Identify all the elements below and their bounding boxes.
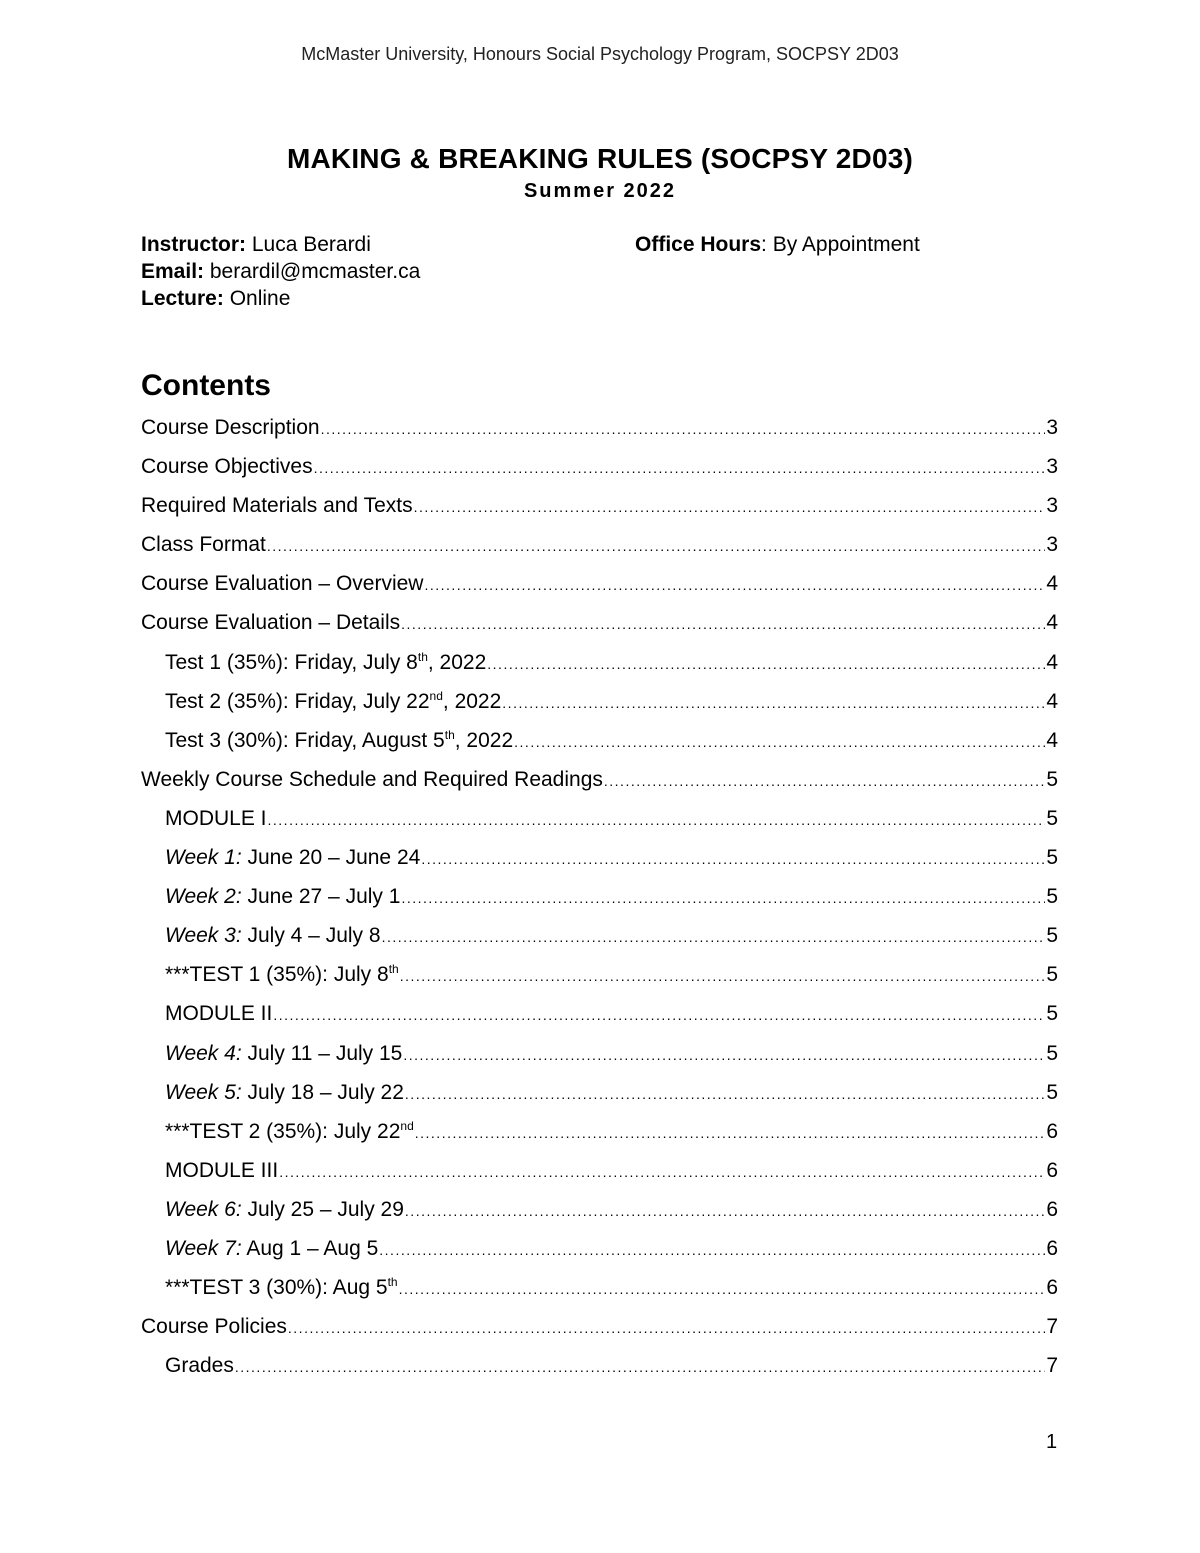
toc-entry-label[interactable] [165, 721, 513, 760]
toc-entry-week: Week 2: [165, 885, 242, 909]
toc-entry-ordinal: nd [400, 1118, 414, 1133]
toc-entry-text: Test 1 (35%): Friday, July 8 [165, 650, 418, 674]
lecture-label: Lecture: [141, 287, 224, 310]
toc-entry[interactable] [141, 408, 1058, 447]
toc-entry-year: , 2022 [454, 728, 514, 752]
toc-entry-week: Week 1: [165, 846, 242, 870]
toc-entry-year: , 2022 [427, 650, 487, 674]
toc-entry-label[interactable] [165, 1190, 404, 1229]
toc-entry-label[interactable] [141, 447, 313, 486]
toc-entry-page[interactable]: 6 [1046, 1197, 1058, 1221]
toc-entry-page[interactable]: 4 [1046, 611, 1058, 635]
toc-dot-leader [487, 643, 1045, 684]
toc-entry-page[interactable]: 4 [1046, 650, 1058, 674]
toc-entry-label[interactable] [165, 799, 267, 838]
instructor-line [141, 231, 371, 258]
toc-entry-dates: June 27 – July 1 [241, 885, 401, 909]
toc-entry-page[interactable]: 3 [1046, 494, 1058, 518]
toc-dot-leader [288, 1307, 1045, 1348]
toc-entry[interactable] [141, 1190, 1058, 1229]
toc-entry[interactable] [141, 682, 1058, 721]
toc-entry-dates: July 25 – July 29 [241, 1197, 404, 1221]
toc-entry-text: ***TEST 1 (35%): July 8 [165, 963, 389, 987]
toc-dot-leader [382, 916, 1046, 957]
toc-entry-text: MODULE I [165, 806, 267, 830]
toc-entry[interactable] [141, 994, 1058, 1033]
toc-entry-page[interactable]: 5 [1046, 885, 1058, 909]
toc-dot-leader [405, 1073, 1045, 1114]
toc-dot-leader [502, 682, 1045, 723]
toc-entry-dates: July 11 – July 15 [241, 1041, 403, 1065]
toc-entry-page[interactable]: 5 [1046, 963, 1058, 987]
toc-entry-page[interactable]: 6 [1046, 1276, 1058, 1300]
toc-entry-label[interactable] [165, 1073, 404, 1112]
toc-entry[interactable] [141, 1307, 1058, 1346]
toc-entry-label[interactable] [165, 955, 399, 994]
toc-entry-label[interactable] [165, 1346, 234, 1385]
page-header: McMaster University, Honours Social Psychology Program, SOCPSY 2D03 [301, 44, 899, 64]
toc-entry[interactable] [141, 1151, 1058, 1190]
toc-entry-page[interactable]: 3 [1046, 416, 1058, 439]
toc-entry-label[interactable] [141, 564, 423, 603]
toc-entry[interactable] [141, 1346, 1058, 1385]
toc-entry-dates: June 20 – June 24 [241, 846, 421, 870]
toc-entry[interactable] [141, 877, 1058, 916]
toc-dot-leader [414, 486, 1046, 527]
toc-entry[interactable] [141, 525, 1058, 564]
toc-entry-ordinal: th [417, 649, 428, 664]
toc-entry-label[interactable] [141, 1307, 287, 1346]
toc-entry-label[interactable] [141, 603, 400, 642]
toc-entry[interactable] [141, 603, 1058, 642]
toc-entry-text: Class Format [141, 533, 266, 557]
toc-entry-text: Weekly Course Schedule and Required Readings [141, 767, 603, 791]
toc-entry-dates: July 4 – July 8 [241, 924, 381, 948]
lecture-line [141, 285, 290, 312]
toc-entry-ordinal: nd [429, 688, 443, 703]
toc-dot-leader [267, 525, 1045, 566]
toc-entry[interactable] [141, 838, 1058, 877]
toc-dot-leader [379, 1229, 1045, 1270]
toc-dot-leader [235, 1346, 1045, 1387]
toc-dot-leader [321, 408, 1046, 449]
document-title: MAKING & BREAKING RULES (SOCPSY 2D03) [286, 143, 914, 174]
toc-dot-leader [405, 1190, 1045, 1231]
toc-entry-label[interactable] [141, 525, 266, 564]
toc-entry-label[interactable] [165, 994, 272, 1033]
toc-dot-leader [401, 877, 1045, 918]
toc-dot-leader [273, 994, 1045, 1035]
email-label: Email: [141, 260, 205, 283]
toc-dot-leader [403, 1034, 1045, 1075]
toc-entry[interactable] [141, 1073, 1058, 1112]
instructor-label: Instructor: [141, 233, 246, 256]
toc-dot-leader [514, 721, 1045, 762]
toc-entry-dates: July 18 – July 22 [241, 1080, 404, 1104]
toc-dot-leader [399, 1268, 1046, 1309]
toc-entry-week: Week 4: [165, 1041, 242, 1065]
toc-entry-label[interactable] [141, 760, 603, 799]
email-value: berardil@mcmaster.ca [204, 260, 421, 283]
toc-entry[interactable] [141, 721, 1058, 760]
toc-entry-label[interactable] [165, 1229, 378, 1268]
toc-entry-page[interactable]: 3 [1046, 455, 1058, 479]
toc-entry-week: Week 5: [165, 1080, 242, 1104]
toc-entry-year: , 2022 [442, 689, 502, 713]
toc-entry[interactable] [141, 447, 1058, 486]
toc-entry-ordinal: th [387, 1275, 398, 1290]
toc-entry-label[interactable] [165, 877, 400, 916]
toc-dot-leader [400, 955, 1046, 996]
toc-entry-label[interactable] [141, 408, 320, 447]
toc-entry[interactable] [141, 564, 1058, 603]
toc-entry-text: Test 3 (30%): Friday, August 5 [165, 728, 445, 752]
toc-entry-week: Week 7: [165, 1236, 242, 1260]
toc-entry-page[interactable]: 5 [1046, 1002, 1058, 1026]
toc-entry[interactable] [141, 1034, 1058, 1073]
toc-entry-page[interactable]: 6 [1046, 1236, 1058, 1260]
toc-entry-page[interactable]: 3 [1046, 533, 1058, 557]
toc-entry[interactable] [141, 1229, 1058, 1268]
toc-entry-page[interactable]: 4 [1046, 689, 1058, 713]
toc-entry[interactable] [141, 799, 1058, 838]
toc-entry-text: Required Materials and Texts [141, 494, 413, 518]
toc-entry-text: Course Evaluation – Overview [141, 572, 424, 596]
toc-dot-leader [401, 603, 1045, 644]
toc-entry[interactable] [141, 955, 1058, 994]
toc-dot-leader [415, 1112, 1046, 1153]
toc-entry-label[interactable] [165, 838, 420, 877]
toc-entry-page[interactable]: 5 [1046, 1041, 1058, 1065]
office-hours-value: : By Appointment [761, 233, 920, 256]
toc-entry-page[interactable]: 7 [1046, 1315, 1058, 1339]
toc-entry-text: Course Description [141, 416, 320, 439]
toc-dot-leader [424, 564, 1045, 605]
toc-entry-text: Course Evaluation – Details [141, 611, 401, 635]
office-hours-line [635, 231, 920, 258]
toc-entry-label[interactable] [165, 1151, 278, 1190]
toc-entry-page[interactable]: 4 [1046, 728, 1058, 752]
toc-entry[interactable] [141, 1112, 1058, 1151]
office-hours-label: Office Hours [635, 233, 762, 256]
toc-entry-text: Course Objectives [141, 455, 313, 479]
toc-entry-page[interactable]: 5 [1046, 924, 1058, 948]
toc-entry-page[interactable]: 5 [1046, 767, 1058, 791]
toc-entry[interactable] [141, 916, 1058, 955]
toc-entry-page[interactable]: 5 [1046, 1080, 1058, 1104]
email-line [141, 258, 420, 285]
toc-entry-text: Course Policies [141, 1315, 287, 1339]
toc-entry-week: Week 3: [165, 924, 242, 948]
toc-entry-page[interactable]: 7 [1046, 1354, 1058, 1378]
toc-entry[interactable] [141, 643, 1058, 682]
toc-entry[interactable] [141, 760, 1058, 799]
toc-entry[interactable] [141, 1268, 1058, 1307]
instructor-value: Luca Berardi [246, 233, 371, 256]
toc-entry-page[interactable]: 5 [1046, 846, 1058, 870]
toc-entry-label[interactable] [141, 486, 413, 525]
toc-entry-page[interactable]: 6 [1046, 1158, 1058, 1182]
toc-entry-label[interactable] [165, 916, 381, 955]
toc-entry-label[interactable] [165, 682, 501, 721]
toc-entry-text: ***TEST 3 (30%): Aug 5 [165, 1276, 388, 1300]
contents-heading: Contents [141, 369, 271, 402]
toc-dot-leader [421, 838, 1045, 879]
toc-entry[interactable] [141, 486, 1058, 525]
toc-dot-leader [279, 1151, 1045, 1192]
toc-entry-label[interactable] [165, 1034, 402, 1073]
toc-entry-page[interactable]: 4 [1046, 572, 1058, 596]
toc-entry-page[interactable]: 6 [1046, 1119, 1058, 1143]
toc-entry-text: Grades [165, 1354, 234, 1378]
toc-entry-text: MODULE II [165, 1002, 273, 1026]
toc-entry-page[interactable]: 5 [1046, 806, 1058, 830]
toc-dot-leader [314, 447, 1046, 488]
toc-entry-ordinal: th [444, 727, 455, 742]
toc-entry-label[interactable] [165, 643, 486, 682]
toc-entry-label[interactable] [165, 1112, 414, 1151]
document-subtitle: Summer 2022 [523, 180, 677, 202]
toc-entry-ordinal: th [388, 962, 399, 977]
toc-dot-leader [604, 760, 1045, 801]
toc-entry-text: ***TEST 2 (35%): July 22 [165, 1119, 401, 1143]
toc-entry-text: MODULE III [165, 1158, 279, 1182]
lecture-value: Online [223, 287, 291, 310]
toc-dot-leader [268, 799, 1046, 840]
toc-entry-label[interactable] [165, 1268, 398, 1307]
toc-entry-week: Week 6: [165, 1197, 242, 1221]
table-of-contents [141, 408, 1058, 1385]
toc-entry-text: Test 2 (35%): Friday, July 22 [165, 689, 430, 713]
toc-entry-dates: Aug 1 – Aug 5 [241, 1236, 379, 1260]
page-number: 1 [1046, 1431, 1058, 1453]
